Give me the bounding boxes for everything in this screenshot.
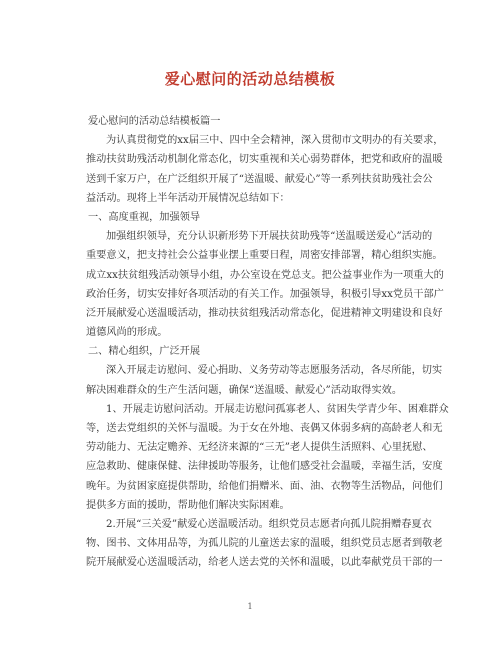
paragraph-line: 成立xx扶贫组残活动领导小组，办公室设在党总支。把公益事业作为一项重大的 [86,269,444,281]
paragraph-line: 2.开展“三关爱”献爱心送温暖活动。组织党员志愿者向孤儿院捐赠春夏衣 [106,518,432,530]
paragraph-line: 益活动。现将上半年活动开展情况总结如下： [86,192,290,204]
paragraph-line: 院开展献爱心送温暖活动，给老人送去党的关怀和温暖，以此奉献党员干部的一 [86,557,443,569]
paragraph-line: 为认真贯彻党的xx届三中、四中全会精神，深入贯彻市文明办的有关要求， [106,135,444,147]
subheading-1: 一、高度重视，加强领导 [88,211,201,223]
paragraph-line: 送到千家万户，在广泛组织开展了“送温暖、献爱心”等一系列扶贫助残社会公 [86,173,433,185]
paragraph-line: 政治任务，切实安排好各项活动的有关工作。加强领导，积极引导xx党员干部广 [86,288,444,300]
paragraph-line: 解决困难群众的生产生活问题，确保“送温暖、献爱心”活动取得实效。 [86,384,403,396]
paragraph-line: 加强组织领导，充分认识新形势下开展扶贫助残等“送温暖送爱心”活动的 [106,231,433,243]
subheading-2: 二、精心组织，广泛开展 [88,346,201,358]
paragraph-line: 重要意义，把支持社会公益事业摆上重要日程，周密安排部署，精心组织实施。 [86,250,443,262]
paragraph-line: 深入开展走访慰问、爱心捐助、义务劳动等志愿服务活动，各尽所能，切实 [106,365,443,377]
section-heading: 爱心慰问的活动总结模板篇一 [88,116,221,127]
paragraph-line: 1、开展走访慰问活动。开展走访慰问孤寡老人、贫困失学青少年、困难群众 [106,403,449,415]
paragraph-line: 提供多方面的援助，帮助他们解决实际困难。 [86,499,290,511]
paragraph-line: 道德风尚的形成。 [86,327,168,339]
paragraph-line: 应急救助、健康保健、法律援助等服务，让他们感受社会温暖，幸福生活，安度 [86,461,443,473]
paragraph-line: 等，送去党组织的关怀与温暖。为于女在外地、丧偶又体弱多病的高龄老人和无 [86,423,443,434]
document-title: 爱心慰问的活动总结模板 [164,70,336,88]
paragraph-line: 劳动能力、无法定赡养、无经济来源的“三无”老人提供生活照料、心里抚慰、 [86,442,433,454]
paragraph-line: 推动扶贫助残活动机制化常态化，切实重视和关心弱势群体，把党和政府的温暖 [86,154,443,166]
page-number: 1 [247,602,253,611]
paragraph-line: 泛开展献爱心送温暖活动，推动扶贫组残活动常态化，促进精神文明建设和良好 [86,307,443,319]
paragraph-line: 晚年。为贫困家庭提供帮助，给他们捐赠米、面、油、衣物等生活物品，问他们 [86,480,443,492]
document-body [86,112,449,573]
paragraph-line: 物、图书、文体用品等，为孤儿院的儿童送去家的温暖，组织党员志愿者到敬老 [86,538,443,550]
